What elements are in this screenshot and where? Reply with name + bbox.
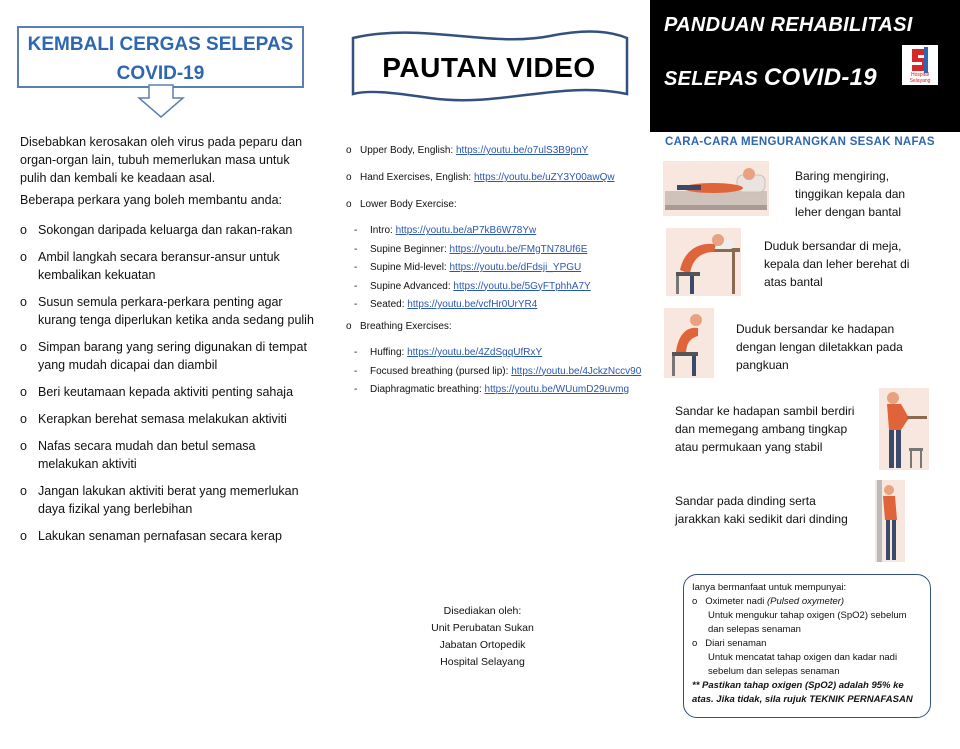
position-text-5 [675, 492, 848, 528]
sitting-forward-figure-icon [664, 308, 714, 378]
dash-marker: - [354, 347, 358, 358]
header-line2-a: SELEPAS [664, 68, 764, 90]
dash-marker: - [354, 299, 358, 310]
list-item-text: Nafas secara mudah dan betul semasa melakukan aktiviti [38, 439, 256, 471]
list-item-text: Susun semula perkara-perkara penting agar kurang tenga diperlukan ketika anda sedang pulih [38, 295, 314, 327]
position-text-4 [675, 402, 854, 456]
intro-paragraph: Disebabkan kerosakan oleh virus pada peparu dan organ-organ lain, tubuh memerlukan masa untuk pulih dan kembali ke keadaan asal. [20, 135, 303, 185]
video-link[interactable]: https://youtu.be/vcfHr0UrYR4 [407, 299, 538, 310]
lower-body-heading [346, 199, 457, 210]
list-item [354, 241, 591, 260]
video-label: Huffing: [370, 347, 405, 358]
note-marker: o [692, 596, 698, 607]
video-label: Supine Advanced: [370, 280, 451, 292]
position-line: Baring mengiring, [795, 169, 890, 183]
list-item [20, 482, 315, 518]
bullet-marker: o [20, 295, 27, 309]
list-item-text: Sokongan daripada keluarga dan rakan-rakan [38, 223, 293, 237]
list-item [354, 344, 641, 363]
lead-text: Beberapa perkara yang boleh membantu anda: [20, 193, 282, 207]
header-line2-b: COVID-19 [763, 64, 877, 91]
dash-marker: - [354, 384, 358, 395]
item-marker: o [346, 172, 352, 183]
position-line: dan memegang ambang tingkap [675, 422, 848, 436]
list-item [354, 363, 641, 382]
video-link[interactable]: https://youtu.be/aP7kB6W78Yw [395, 225, 537, 236]
position-line: dengan lengan diletakkan pada [736, 340, 903, 354]
list-item [20, 383, 315, 401]
lower-body-label: Lower Body Exercise: [360, 199, 457, 210]
standing-forward-figure-icon [879, 388, 929, 470]
upper-body-row [346, 145, 588, 156]
note-item1-title: Oximeter nadi [705, 596, 767, 607]
list-item [20, 248, 315, 284]
list-item [20, 293, 315, 329]
list-item [20, 338, 315, 374]
position-line: atas bantal [764, 275, 823, 289]
list-item-text: Kerapkan berehat semasa melakukan aktiviti [38, 412, 287, 426]
note-warning-2: atas. Jika tidak, sila rujuk TEKNIK PERNAFASAN [692, 694, 913, 705]
hand-exercises-row [346, 172, 615, 183]
bullet-marker: o [20, 385, 27, 399]
list-item [354, 381, 641, 400]
bullet-marker: o [20, 340, 27, 354]
video-label: Supine Mid-level: [370, 262, 447, 273]
note-item1-desc2: dan selepas senaman [708, 624, 801, 635]
right-subheading: CARA-CARA MENGURANGKAN SESAK NAFAS [665, 136, 935, 148]
note-item-2 [692, 637, 922, 651]
bullet-marker: o [20, 529, 27, 543]
left-title-line2: COVID-19 [116, 63, 205, 84]
upper-body-label: Upper Body, English: [360, 145, 454, 156]
video-link[interactable]: https://youtu.be/dFdsji_YPGU [449, 262, 582, 273]
video-label: Focused breathing (pursed lip): [370, 365, 509, 377]
list-item [354, 222, 591, 241]
position-line: Duduk bersandar di meja, [764, 239, 902, 253]
position-line: atau permukaan yang stabil [675, 440, 823, 454]
dash-marker: - [354, 280, 358, 292]
item-marker: o [346, 321, 352, 332]
lower-body-list [354, 222, 591, 315]
tips-list [20, 221, 315, 554]
credit-line: Unit Perubatan Sukan [431, 622, 534, 634]
video-link[interactable]: https://youtu.be/4JckzNccv90 [511, 365, 642, 377]
list-item [20, 437, 315, 473]
note-warning-1: ** Pastikan tahap oxigen (SpO2) adalah 95% ke [692, 680, 904, 691]
hand-exercises-link[interactable]: https://youtu.be/uZY3Y00awQw [473, 172, 615, 183]
note-item1-title-italic: (Pulsed oxymeter) [767, 596, 845, 607]
left-title-box [17, 26, 304, 88]
breathing-heading [346, 321, 452, 332]
video-link[interactable]: https://youtu.be/5GyFTphhA7Y [453, 280, 591, 292]
credit-line: Hospital Selayang [440, 656, 525, 668]
dash-marker: - [354, 365, 358, 377]
position-line: tinggikan kepala dan [795, 187, 906, 201]
position-line: Sandar pada dinding serta [675, 494, 816, 508]
sitting-table-figure-icon [666, 228, 741, 296]
position-text-2 [764, 237, 909, 291]
lying-side-figure-icon [663, 161, 769, 216]
note-item1-desc1: Untuk mengukur tahap oxigen (SpO2) sebelum [708, 610, 907, 621]
breathing-label: Breathing Exercises: [360, 321, 452, 332]
credit-block [400, 603, 565, 671]
list-item-text: Jangan lakukan aktiviti berat yang memerlukan daya fizikal yang berlebihan [38, 484, 299, 516]
note-item-1 [692, 595, 922, 609]
dash-marker: - [354, 262, 358, 273]
list-item [20, 410, 315, 428]
position-line: jarakkan kaki sedikit dari dinding [675, 512, 848, 526]
position-line: leher dengan bantal [795, 205, 902, 219]
position-line: Duduk bersandar ke hadapan [736, 322, 895, 336]
bullet-marker: o [20, 223, 27, 237]
left-title-line1: KEMBALI CERGAS SELEPAS [27, 34, 294, 55]
video-label: Supine Beginner: [370, 243, 447, 255]
list-item-text: Simpan barang yang sering digunakan di tempat yang mudah dicapai dan diambil [38, 340, 307, 372]
position-text-1 [795, 167, 905, 221]
note-item2-desc1: Untuk mencatat tahap oxigen dan kadar nadi [708, 652, 898, 663]
list-item-text: Lakukan senaman pernafasan secara kerap [38, 529, 282, 543]
video-label: Intro: [370, 225, 393, 236]
note-item2-desc2: sebelum dan selepas senaman [708, 666, 840, 677]
note-marker: o [692, 638, 698, 649]
banner-title: PAUTAN VIDEO [382, 52, 596, 83]
hand-exercises-label: Hand Exercises, English: [360, 172, 472, 183]
hospital-logo [902, 45, 938, 85]
position-text-3 [736, 320, 903, 374]
video-link[interactable]: https://youtu.be/FMgTN78Uf6E [449, 243, 588, 255]
bullet-marker: o [20, 439, 27, 453]
credit-line: Jabatan Ortopedik [439, 639, 526, 651]
breathing-list [354, 344, 641, 400]
position-line: Sandar ke hadapan sambil berdiri [675, 404, 855, 418]
dash-marker: - [354, 225, 358, 236]
note-box [683, 574, 931, 718]
dash-marker: - [354, 243, 358, 255]
bullet-marker: o [20, 250, 27, 264]
header-line1: PANDUAN REHABILITASI [664, 14, 913, 36]
position-line: kepala dan leher berehat di [764, 257, 910, 271]
list-item-text: Ambil langkah secara beransur-ansur untuk kembalikan kekuatan [38, 250, 280, 282]
list-item [20, 527, 315, 545]
video-link[interactable]: https://youtu.be/WUumD29uvmg [484, 384, 630, 395]
wall-lean-figure-icon [875, 480, 905, 562]
bullet-marker: o [20, 484, 27, 498]
item-marker: o [346, 199, 352, 210]
bullet-marker: o [20, 412, 27, 426]
list-item [354, 259, 591, 278]
list-item [20, 221, 315, 239]
video-link[interactable]: https://youtu.be/4ZdSgqUfRxY [407, 347, 543, 358]
down-arrow-icon [137, 84, 185, 118]
logo-text: Hospital Selayang [909, 72, 931, 84]
list-item [354, 296, 591, 315]
upper-body-link[interactable]: https://youtu.be/o7ulS3B9pnY [455, 145, 589, 156]
video-label: Seated: [370, 299, 405, 310]
credit-line: Disediakan oleh: [443, 605, 522, 617]
item-marker: o [346, 145, 352, 156]
position-line: pangkuan [736, 358, 789, 372]
note-item2-title: Diari senaman [705, 638, 767, 649]
note-intro: Ianya bermanfaat untuk mempunyai: [692, 582, 847, 593]
header-line2 [664, 64, 877, 92]
video-label: Diaphragmatic breathing: [370, 384, 482, 395]
list-item [354, 278, 591, 297]
list-item-text: Beri keutamaan kepada aktiviti penting sahaja [38, 385, 294, 399]
